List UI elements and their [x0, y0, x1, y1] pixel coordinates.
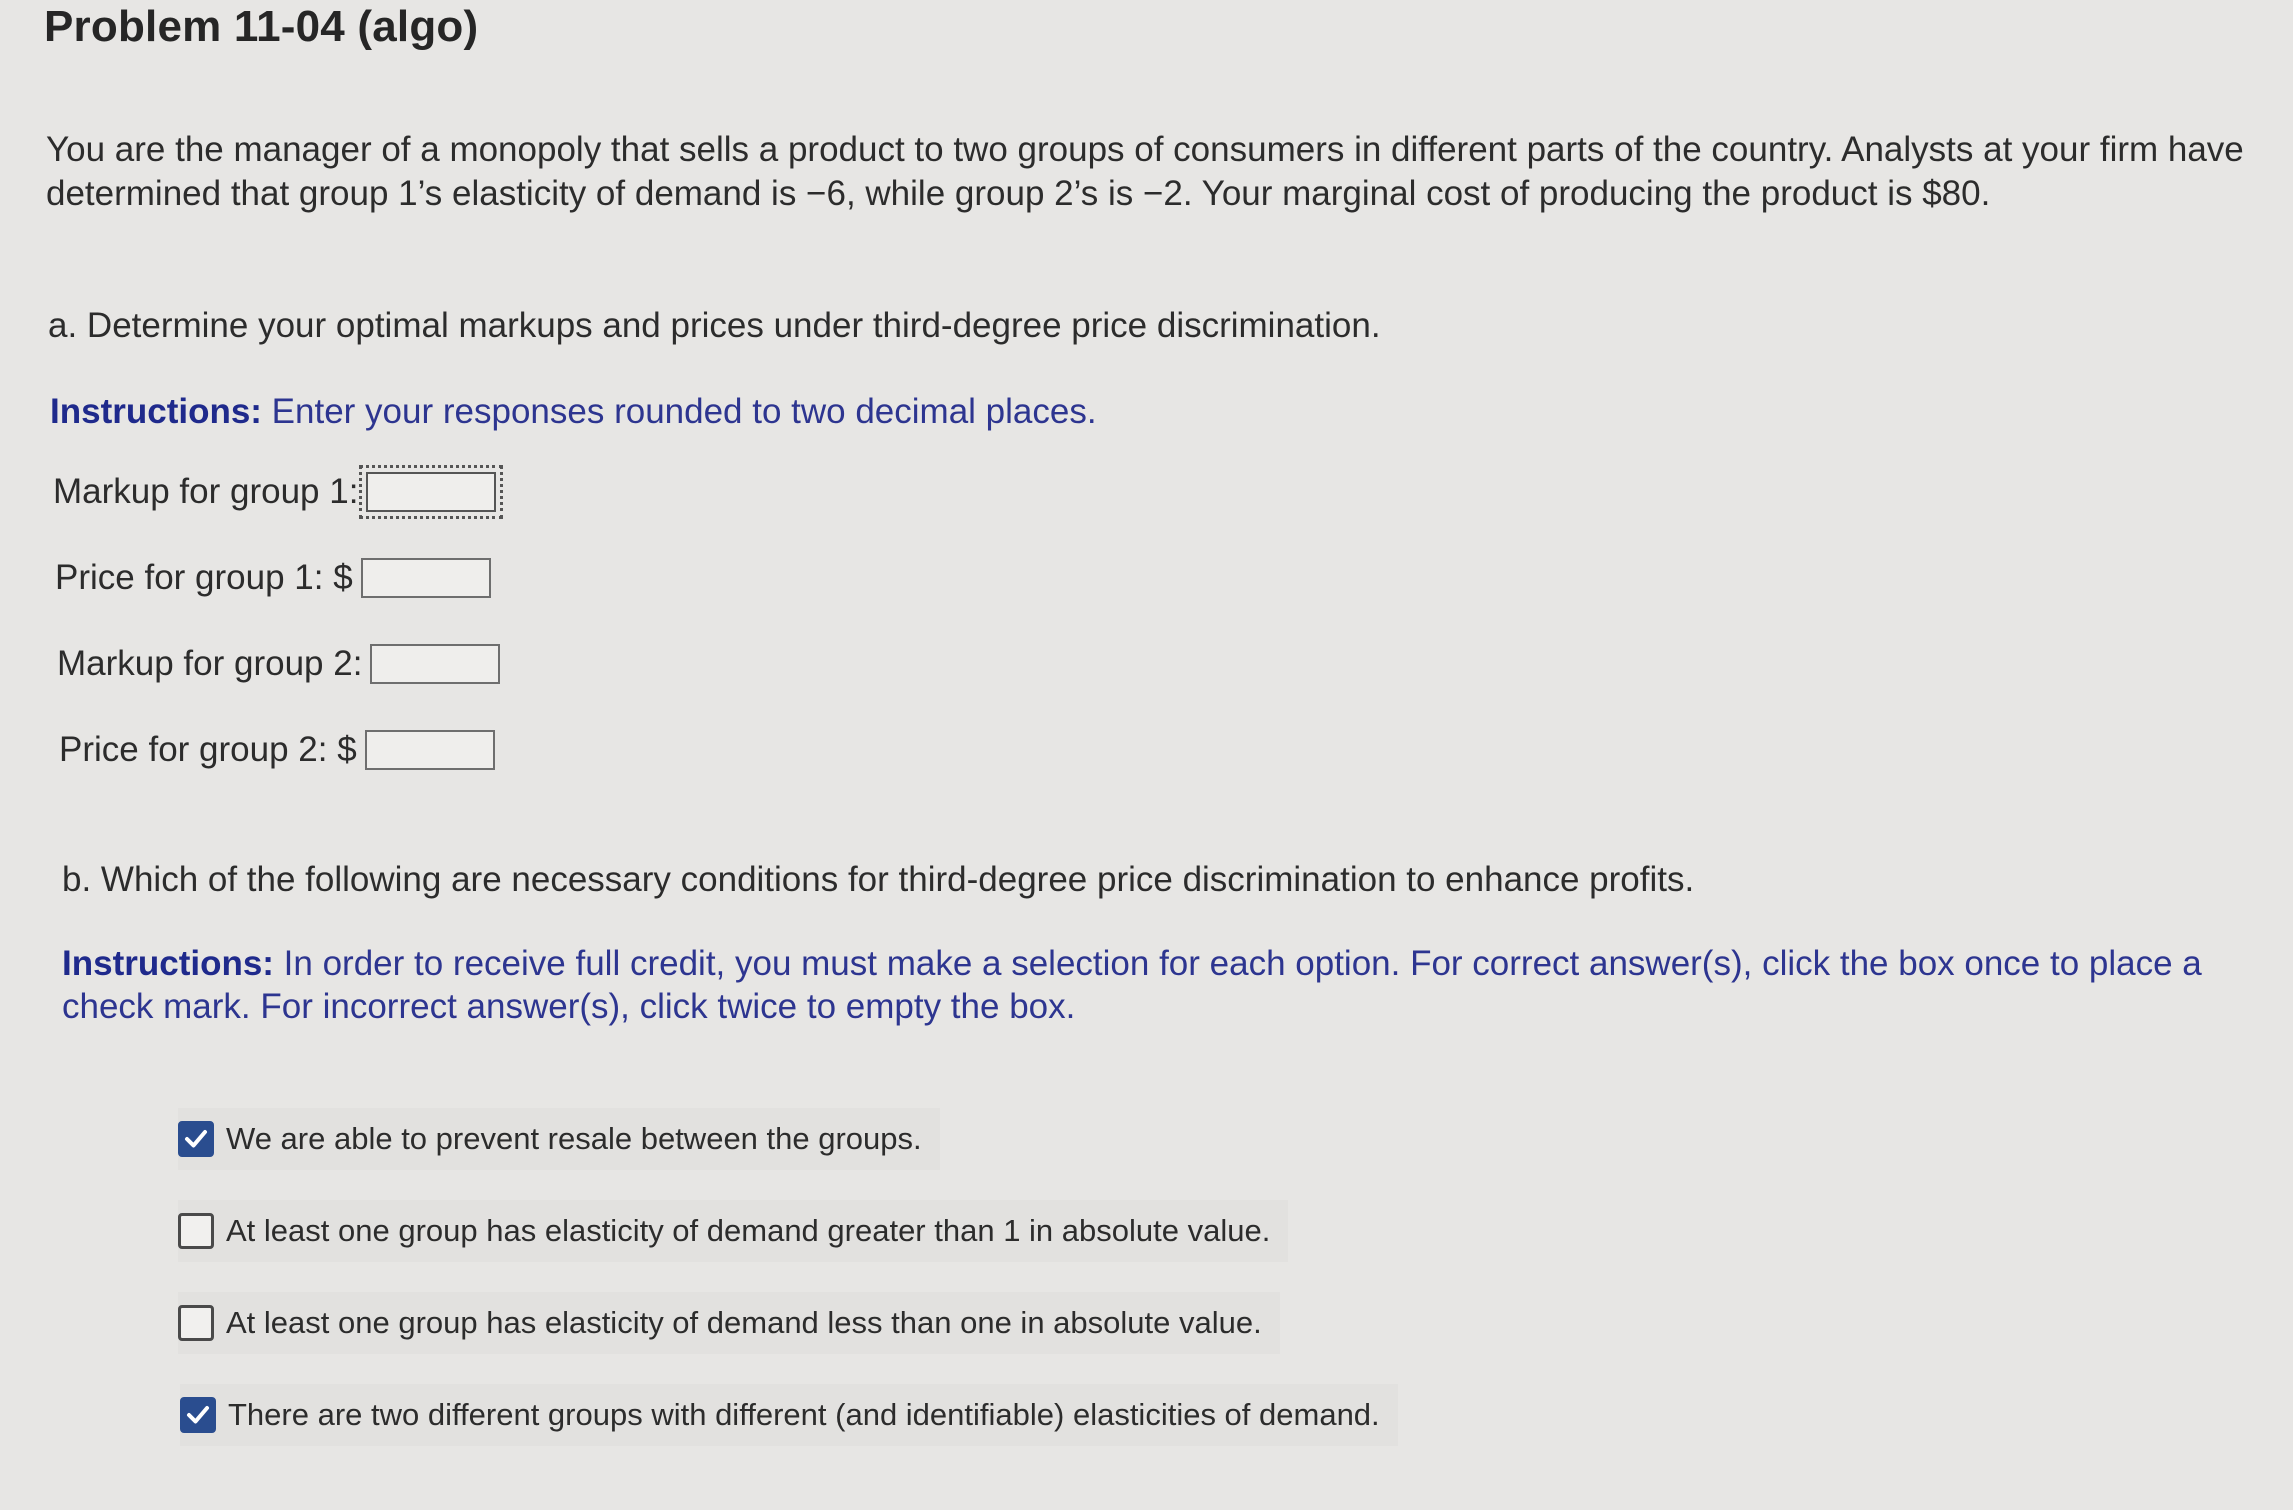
option-label: There are two different groups with different (and identifiable) elasticities of demand. [228, 1397, 1380, 1432]
part-a-instructions [50, 390, 2250, 433]
checkmark-icon [183, 1126, 209, 1152]
page-title: Problem 11-04 (algo) [44, 2, 479, 51]
markup-group-2-row [57, 644, 500, 684]
option-checkbox[interactable] [180, 1397, 216, 1433]
problem-statement: You are the manager of a monopoly that sells a product to two groups of consumers in different parts of the country. Analysts at your firm have determined that group 1’s elasticity of demand is −6, while group 2’s is −2. Your marginal cost of producing the product is $80. [46, 130, 2244, 213]
part-b-question: b. Which of the following are necessary conditions for third-degree price discrimination to enhance profits. [62, 860, 1695, 899]
instructions-label: Instructions: [50, 392, 262, 431]
option-prevent-resale[interactable] [178, 1108, 940, 1170]
option-checkbox[interactable] [178, 1213, 214, 1249]
part-b-instructions [62, 942, 2212, 1028]
price-group-2-input[interactable] [365, 730, 495, 770]
option-two-groups-different-elasticities[interactable] [180, 1384, 1398, 1446]
markup-group-1-input[interactable] [366, 472, 496, 512]
markup-group-1-row [53, 472, 496, 512]
option-elasticity-greater-than-one[interactable] [178, 1200, 1288, 1262]
option-checkbox[interactable] [178, 1121, 214, 1157]
option-label: At least one group has elasticity of demand greater than 1 in absolute value. [226, 1213, 1271, 1248]
markup-group-1-label: Markup for group 1: [53, 472, 359, 511]
option-checkbox[interactable] [178, 1305, 214, 1341]
instructions-label: Instructions: [62, 944, 274, 983]
markup-group-2-input[interactable] [370, 644, 500, 684]
instructions-text: Enter your responses rounded to two decimal places. [261, 392, 1097, 431]
price-group-1-row [55, 558, 491, 598]
option-label: At least one group has elasticity of demand less than one in absolute value. [226, 1305, 1262, 1340]
price-group-2-row [59, 730, 495, 770]
checkmark-icon [185, 1402, 211, 1428]
price-group-1-label: Price for group 1: $ [55, 558, 353, 597]
part-a-question: a. Determine your optimal markups and prices under third-degree price discrimination. [48, 306, 1381, 345]
price-group-2-label: Price for group 2: $ [59, 730, 357, 769]
option-label: We are able to prevent resale between the groups. [226, 1121, 922, 1156]
price-group-1-input[interactable] [361, 558, 491, 598]
option-elasticity-less-than-one[interactable] [178, 1292, 1280, 1354]
instructions-text: In order to receive full credit, you must make a selection for each option. For correct answer(s), click the box once to place a check mark. For incorrect answer(s), click twice to empty the box. [62, 944, 2202, 1026]
markup-group-2-label: Markup for group 2: [57, 644, 363, 683]
